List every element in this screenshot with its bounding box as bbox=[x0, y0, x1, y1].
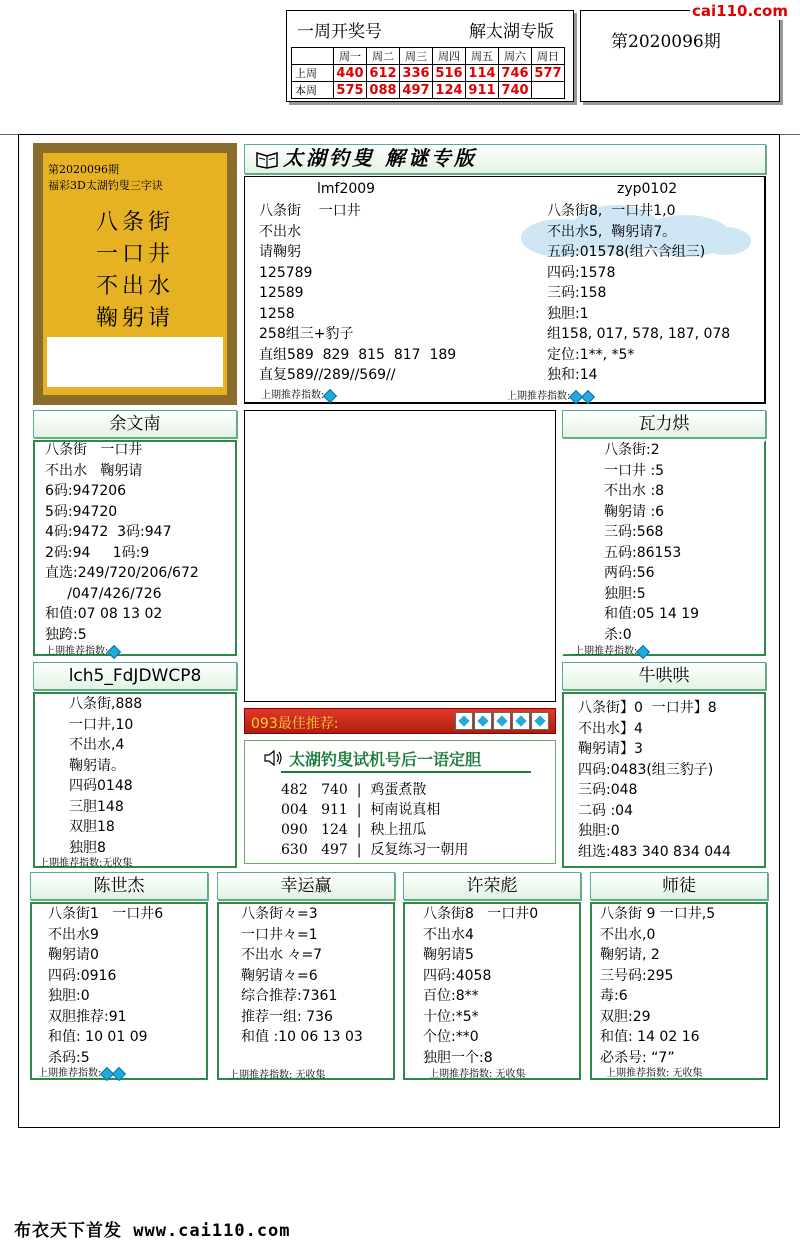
weekly-results-panel bbox=[286, 10, 574, 102]
xurongbiao-panel bbox=[403, 902, 581, 1080]
tip-line: 直选:249/720/206/672 bbox=[45, 565, 199, 581]
tip-line: 和值: 14 02 16 bbox=[600, 1029, 700, 1045]
tip-line: 2码:94 1码:9 bbox=[45, 544, 150, 561]
tip-line: 推荐一组: 736 bbox=[241, 1008, 333, 1025]
day-header: 周四 bbox=[433, 48, 466, 65]
tip-line: 三码:048 bbox=[578, 782, 638, 798]
footer-credit: 布衣天下首发 www.cai110.com bbox=[14, 1221, 291, 1240]
gold-card-phrase: 不出水 bbox=[95, 274, 174, 299]
tip-line: 鞠躬请0 bbox=[48, 947, 99, 963]
tip-line: 258组三+豹子 bbox=[259, 326, 354, 342]
diamond-icon bbox=[493, 712, 511, 730]
tip-line: 不出水 :8 bbox=[604, 483, 665, 499]
tip-line: 不出水,0 bbox=[600, 926, 656, 943]
index-label: 上期推荐指数: 无收集 bbox=[229, 1070, 326, 1081]
draw-number: 497 bbox=[400, 82, 433, 99]
trial-title: 太湖钓叟试机号后一语定胆 bbox=[289, 750, 482, 769]
tip-line: 四码:0483(组三豹子) bbox=[578, 761, 714, 778]
draw-number: 088 bbox=[367, 82, 400, 99]
tip-line: 八条街 一口井 bbox=[45, 442, 143, 458]
tip-line: 三胆148 bbox=[69, 798, 124, 815]
draw-number: 575 bbox=[334, 82, 367, 99]
tip-line: 独胆:1 bbox=[547, 305, 589, 322]
tip-line: 百位:8** bbox=[423, 988, 479, 1004]
tip-line: 不出水,4 bbox=[69, 737, 125, 753]
lmf-zyp-panel bbox=[244, 176, 766, 404]
tip-line: 鞠躬请々=6 bbox=[241, 967, 318, 984]
diamond-icon bbox=[582, 391, 594, 401]
tip-line: 鞠躬请 :6 bbox=[604, 503, 665, 520]
tip-line: 不出水 々=7 bbox=[241, 947, 323, 963]
diamond-icon bbox=[531, 712, 549, 730]
day-header: 周日 bbox=[532, 48, 565, 65]
weekly-results-table bbox=[291, 47, 565, 99]
draw-number: 124 bbox=[433, 82, 466, 99]
gold-card-phrase: 一口井 bbox=[95, 242, 174, 267]
tip-line: 四码:1578 bbox=[547, 264, 616, 281]
tip-line: 4码:9472 3码:947 bbox=[45, 524, 172, 540]
tip-line: 三码:158 bbox=[547, 285, 607, 301]
index-label: 上期推荐指数: bbox=[38, 1064, 125, 1079]
tip-line: 和值 :10 06 13 03 bbox=[241, 1029, 363, 1045]
lch5-panel bbox=[33, 692, 237, 868]
tip-line: 鞠躬请】3 bbox=[578, 741, 643, 757]
edition-title: 解太湖专版 bbox=[469, 22, 554, 42]
blank-panel bbox=[244, 410, 556, 702]
tip-line: 八条街8, 一口井1,0 bbox=[547, 203, 676, 219]
tip-line: 组选:483 340 834 044 bbox=[578, 843, 731, 860]
tip-line: 12589 bbox=[259, 285, 304, 301]
draw-number: 911 bbox=[466, 82, 499, 99]
tip-line: 定位:1**, *5* bbox=[547, 346, 635, 363]
author-name: zyp0102 bbox=[617, 181, 678, 197]
tip-line: 八条街:2 bbox=[604, 442, 660, 458]
gold-card-period: 第2020096期 bbox=[48, 163, 119, 176]
title-underline bbox=[281, 771, 531, 773]
tip-line: 八条街,888 bbox=[69, 696, 143, 712]
index-label: 上期推荐指数: bbox=[261, 386, 336, 401]
tip-line: 五码:86153 bbox=[604, 544, 682, 561]
index-label: 上期推荐指数: bbox=[45, 642, 120, 657]
tip-line: 一口井々=1 bbox=[241, 926, 318, 943]
blank-panel bbox=[47, 337, 223, 387]
tip-line: 必杀号: “7” bbox=[600, 1049, 675, 1066]
chenshijie-title: 陈世杰 bbox=[30, 872, 208, 900]
period-label: 第2020096期 bbox=[611, 32, 721, 52]
tip-line: 组158, 017, 578, 187, 078 bbox=[547, 326, 731, 342]
tip-line: 直复589//289//569// bbox=[259, 367, 396, 383]
tip-line: 不出水】4 bbox=[578, 720, 643, 737]
draw-number bbox=[532, 82, 565, 99]
period-panel bbox=[580, 10, 780, 102]
tip-line: 四码:0916 bbox=[48, 967, 117, 984]
diamond-icon bbox=[474, 712, 492, 730]
row-label: 上周 bbox=[292, 65, 334, 82]
tip-line: 独胆8 bbox=[69, 839, 106, 856]
draw-number: 336 bbox=[400, 65, 433, 82]
tip-line: 八条街1 一口井6 bbox=[48, 906, 164, 922]
tip-line: 独胆:0 bbox=[48, 988, 90, 1004]
tip-line: 和值:05 14 19 bbox=[604, 606, 700, 622]
tip-line: 不出水4 bbox=[423, 926, 474, 943]
index-label: 上期推荐指数: bbox=[574, 642, 649, 657]
yuwennan-panel bbox=[33, 440, 237, 656]
shitu-panel bbox=[590, 902, 768, 1080]
book-icon bbox=[255, 149, 279, 169]
index-label: 上期推荐指数: bbox=[507, 387, 594, 402]
draw-number: 746 bbox=[499, 65, 532, 82]
tip-line: /047/426/726 bbox=[45, 585, 162, 602]
tip-line: 八条街々=3 bbox=[241, 906, 318, 922]
tip-line: 6码:947206 bbox=[45, 483, 127, 499]
list-item: 482 740 | 鸡蛋煮散 bbox=[281, 782, 427, 798]
tip-line: 八条街 一口井 bbox=[259, 203, 361, 219]
gold-card-phrase: 鞠躬请 bbox=[95, 306, 174, 331]
tip-line: 不出水 bbox=[259, 223, 301, 240]
diamond-icon bbox=[113, 1068, 125, 1078]
lch5-title: lch5_FdJDWCP8 bbox=[33, 662, 237, 690]
walihong-panel bbox=[562, 440, 766, 656]
best-recommendation-label: 093最佳推荐: bbox=[251, 716, 339, 732]
xingyunying-panel bbox=[217, 902, 395, 1080]
index-label: 上期推荐指数: 无收集 bbox=[606, 1068, 703, 1079]
tip-line: 和值: 10 01 09 bbox=[48, 1029, 148, 1045]
table-row bbox=[292, 82, 565, 99]
trial-number-panel bbox=[244, 740, 556, 864]
tip-line: 三号码:295 bbox=[600, 967, 674, 984]
gold-card-subtitle: 福彩3D太湖钓叟三字诀 bbox=[48, 179, 163, 192]
shitu-title: 师徒 bbox=[590, 872, 768, 900]
tip-line: 和值:07 08 13 02 bbox=[45, 606, 163, 622]
tip-line: 5码:94720 bbox=[45, 503, 118, 520]
tip-line: 杀码:5 bbox=[48, 1049, 90, 1066]
draw-number: 114 bbox=[466, 65, 499, 82]
tip-line: 一口井 :5 bbox=[604, 462, 665, 479]
gold-card bbox=[33, 143, 237, 405]
tip-line: 鞠躬请, 2 bbox=[600, 947, 660, 963]
tip-line: 个位:**0 bbox=[423, 1029, 479, 1045]
tip-line: 独和:14 bbox=[547, 367, 598, 383]
weekly-results-title: 一周开奖号 bbox=[297, 22, 382, 42]
draw-number: 740 bbox=[499, 82, 532, 99]
tip-line: 二码 :04 bbox=[578, 802, 633, 819]
site-logo[interactable]: cai110.com bbox=[692, 2, 788, 20]
tip-line: 鞠躬请。 bbox=[69, 757, 125, 774]
speaker-icon bbox=[263, 749, 285, 767]
draw-number: 440 bbox=[334, 65, 367, 82]
diamond-icon bbox=[324, 390, 336, 400]
day-header: 周三 bbox=[400, 48, 433, 65]
row-label: 本周 bbox=[292, 82, 334, 99]
chenshijie-panel bbox=[30, 902, 208, 1080]
draw-number: 612 bbox=[367, 65, 400, 82]
tip-line: 独胆:5 bbox=[604, 585, 646, 602]
tip-line: 八条街 9 一口井,5 bbox=[600, 906, 716, 922]
tip-line: 四码0148 bbox=[69, 778, 133, 794]
day-header: 周五 bbox=[466, 48, 499, 65]
diamond-icon bbox=[512, 712, 530, 730]
yuwennan-title: 余文南 bbox=[33, 410, 237, 438]
tip-line: 鞠躬请5 bbox=[423, 947, 474, 963]
main-title-bar bbox=[244, 144, 766, 174]
day-header: 周二 bbox=[367, 48, 400, 65]
list-item: 004 911 | 柯南说真相 bbox=[281, 802, 441, 818]
niuhonghong-title: 牛哄哄 bbox=[562, 662, 766, 690]
tip-line: 不出水9 bbox=[48, 926, 99, 943]
diamond-icon bbox=[455, 712, 473, 730]
xurongbiao-title: 许荣彪 bbox=[403, 872, 581, 900]
main-title: 太湖钓叟 解谜专版 bbox=[283, 146, 477, 170]
index-label: 上期推荐指数: 无收集 bbox=[429, 1069, 526, 1080]
gold-card-phrase: 八条街 bbox=[95, 210, 174, 235]
tip-line: 不出水 鞠躬请 bbox=[45, 462, 143, 479]
tip-line: 两码:56 bbox=[604, 565, 655, 581]
tip-line: 独胆一个:8 bbox=[423, 1049, 493, 1066]
rating-gems bbox=[454, 712, 549, 734]
index-label: 上期推荐指数:无收集 bbox=[39, 858, 133, 869]
tip-line: 三码:568 bbox=[604, 524, 664, 540]
xingyunying-title: 幸运赢 bbox=[217, 872, 395, 900]
diamond-icon bbox=[637, 646, 649, 656]
tip-line: 直组589 829 815 817 189 bbox=[259, 346, 457, 363]
list-item: 630 497 | 反复练习一朝用 bbox=[281, 842, 469, 858]
tip-line: 双胆推荐:91 bbox=[48, 1008, 127, 1025]
list-item: 090 124 | 秧上扭瓜 bbox=[281, 822, 427, 838]
day-header: 周六 bbox=[499, 48, 532, 65]
tip-line: 八条街】0 一口井】8 bbox=[578, 700, 717, 716]
tip-line: 五码:01578(组六含组三) bbox=[547, 244, 706, 260]
tip-line: 独跨:5 bbox=[45, 626, 87, 643]
tip-line: 毒:6 bbox=[600, 988, 628, 1004]
tip-line: 125789 bbox=[259, 264, 313, 281]
tip-line: 双胆18 bbox=[69, 819, 115, 835]
tip-line: 1258 bbox=[259, 305, 295, 322]
tip-line: 请鞠躬 bbox=[259, 244, 301, 260]
day-header: 周一 bbox=[334, 48, 367, 65]
tip-line: 不出水5, 鞠躬请7。 bbox=[547, 223, 677, 240]
tip-line: 双胆:29 bbox=[600, 1008, 651, 1025]
draw-number: 516 bbox=[433, 65, 466, 82]
tip-line: 八条街8 一口井0 bbox=[423, 906, 539, 922]
tip-line: 一口井,10 bbox=[69, 716, 134, 733]
table-row bbox=[292, 65, 565, 82]
table-header-row bbox=[292, 48, 565, 65]
author-name: lmf2009 bbox=[317, 181, 376, 197]
tip-line: 独胆:0 bbox=[578, 823, 620, 839]
tip-line: 杀:0 bbox=[604, 626, 632, 643]
walihong-title: 瓦力烘 bbox=[562, 410, 766, 438]
tip-line: 四码:4058 bbox=[423, 967, 492, 984]
niuhonghong-panel bbox=[562, 692, 766, 868]
tip-line: 综合推荐:7361 bbox=[241, 988, 338, 1004]
tip-line: 十位:*5* bbox=[423, 1008, 479, 1025]
draw-number: 577 bbox=[532, 65, 565, 82]
best-recommendation-bar bbox=[244, 708, 556, 734]
diamond-icon bbox=[108, 646, 120, 656]
